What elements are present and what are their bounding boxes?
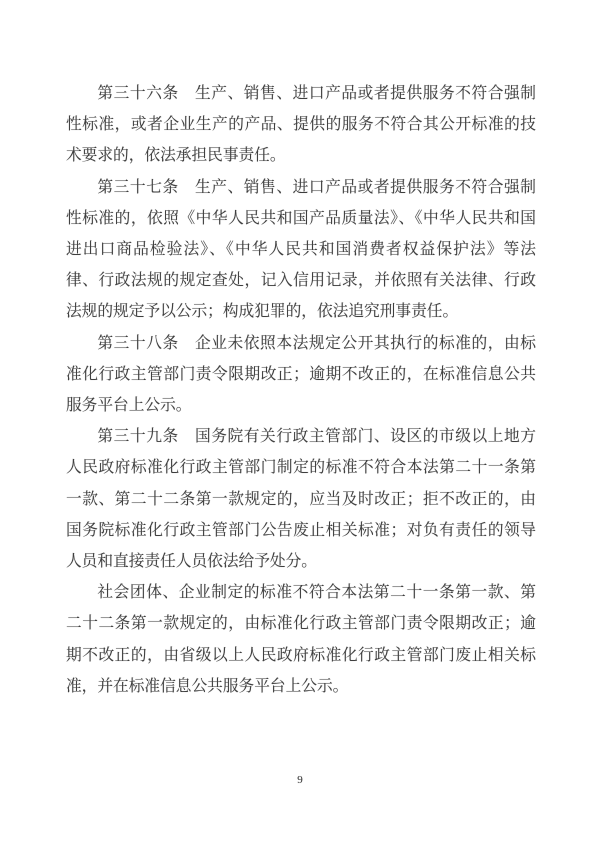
page-footer <box>0 770 600 788</box>
paragraph-article-37: 第三十七条 生产、销售、进口产品或者提供服务不符合强制性标准的，依照《中华人民共和国产品质量法》、《中华人民共和国进出口商品检验法》、《中华人民共和国消费者权益保护法》等法律、行政法规的规定查处，记入信用记录，并依照有关法律、行政法规的规定予以公示；构成犯罪的，依法追究刑事责任。 <box>66 178 536 321</box>
paragraph-article-39-continued: 社会团体、企业制定的标准不符合本法第二十一条第一款、第二十二条第一款规定的，由标准化行政主管部门责令限期改正；逾期不改正的，由省级以上人民政府标准化行政主管部门废止相关标准，并在标准信息公共服务平台上公示。 <box>66 584 536 695</box>
page-number: 9 <box>297 774 303 786</box>
paragraph-article-38: 第三十八条 企业未依照本法规定公开其执行的标准的，由标准化行政主管部门责令限期改正；逾期不改正的，在标准信息公共服务平台上公示。 <box>66 334 536 415</box>
document-body-text <box>66 78 536 702</box>
paragraph-article-39: 第三十九条 国务院有关行政主管部门、设区的市级以上地方人民政府标准化行政主管部门制定的标准不符合本法第二十一条第一款、第二十二条第一款规定的，应当及时改正；拒不改正的，由国务院标准化行政主管部门公告废止相关标准；对负有责任的领导人员和直接责任人员依法给予处分。 <box>66 428 536 571</box>
paragraph-article-36: 第三十六条 生产、销售、进口产品或者提供服务不符合强制性标准，或者企业生产的产品、提供的服务不符合其公开标准的技术要求的，依法承担民事责任。 <box>66 85 536 165</box>
